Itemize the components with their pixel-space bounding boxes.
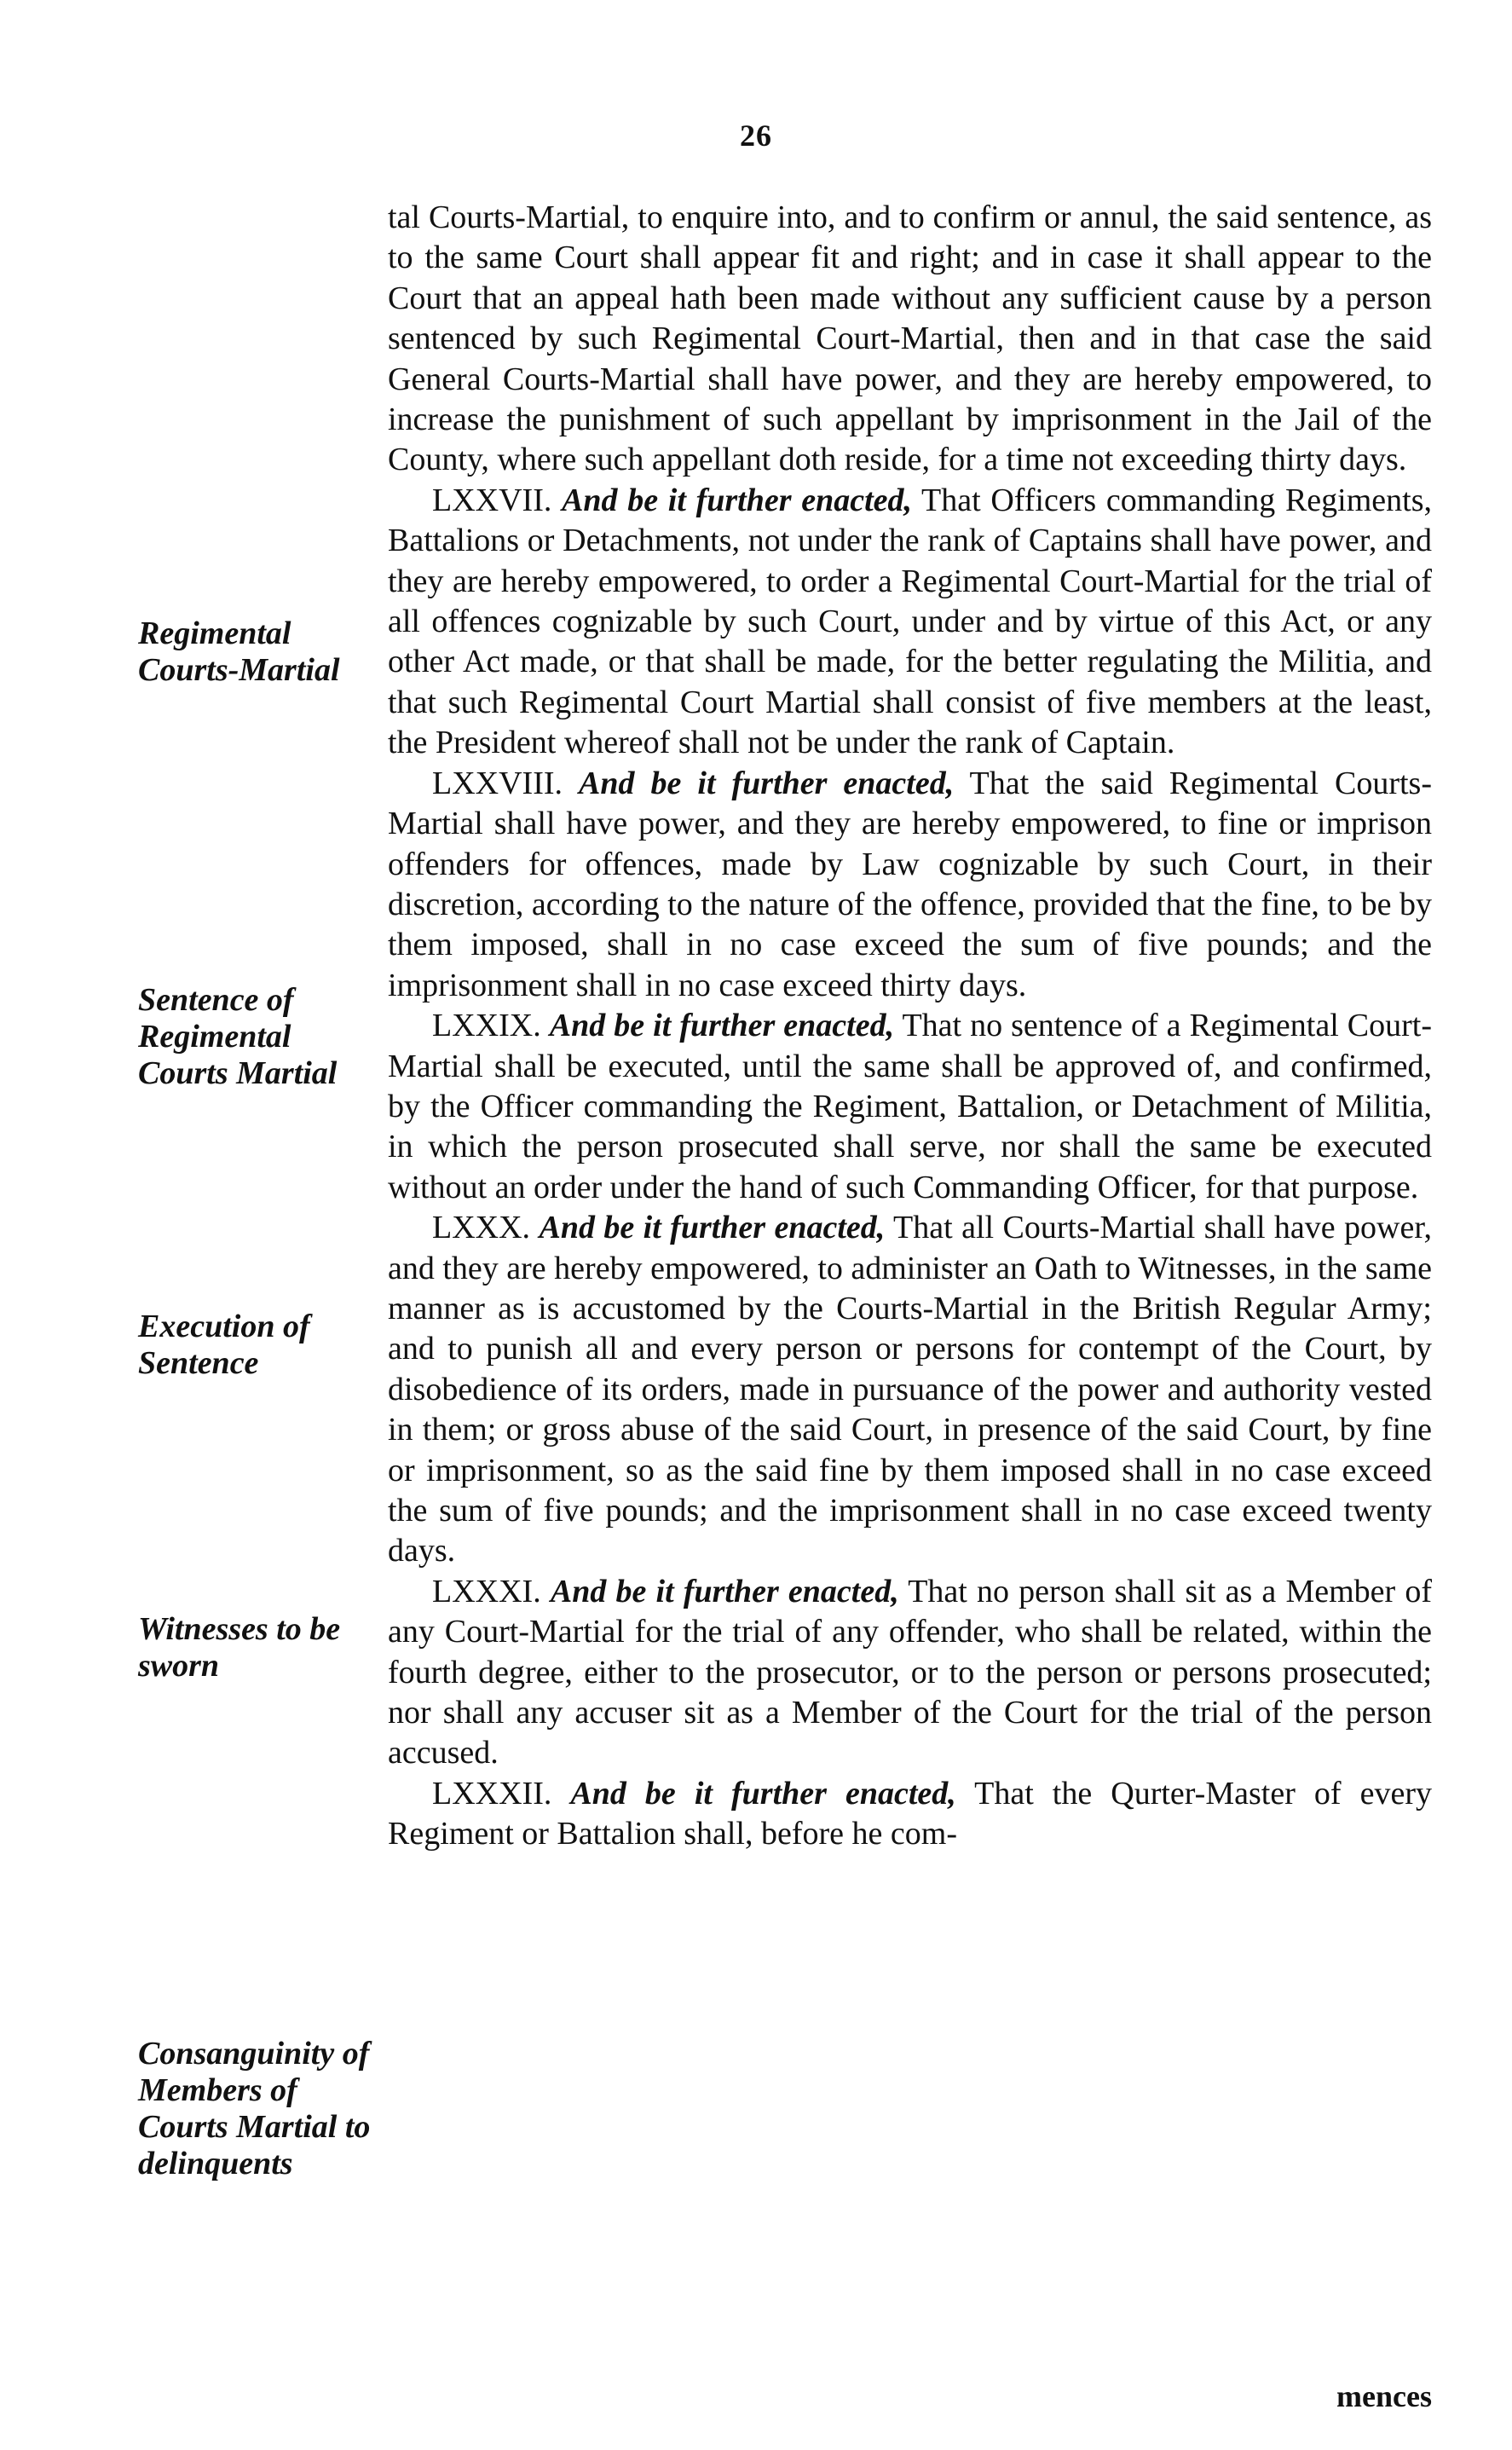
section-numeral: LXXVIII. [432, 765, 563, 801]
section-text: That no sentence of a Regimental Court-Martial shall be executed, until the same shall be approved of, and confirmed, by the Officer commanding the Regiment, Battalion, or Detachment of Militia, in which the person prosecuted shall serve, nor shall the same be executed without an order under the hand of such Commanding Officer, for that purpose. [388, 1008, 1433, 1205]
section-numeral: LXXIX. [432, 1008, 541, 1044]
section-numeral: LXXXII. [432, 1775, 552, 1811]
section-numeral: LXXX. [432, 1210, 531, 1246]
enacting-clause: And be it further enacted, [539, 1210, 886, 1246]
enacting-clause: And be it further enacted, [549, 1008, 895, 1044]
enacting-clause: And be it further enacted, [579, 765, 955, 801]
section-lxxxii [388, 1774, 1432, 1855]
sidenote-witnesses-to-be-sworn: Witnesses to be sworn [138, 1611, 341, 1684]
continuation-paragraph: tal Courts-Martial, to enquire into, and to confirm or annul, the said sentence, as to the same Court shall appear fit and right; and in case it shall appear to the Court that an appeal hath been made without any sufficient cause by a person sentenced by such Regimental Court-Martial, then and in that case the said General Courts-Martial shall have power, and they are hereby empowered, to increase the punishment of such appellant by imprisonment in the Jail of the County, where such appellant doth reside, for a time not exceeding thirty days. [388, 199, 1432, 478]
page-number: 26 [740, 118, 772, 153]
sidenote-regimental-courts-martial: Regimental Courts-Martial [138, 615, 340, 688]
section-numeral: LXXXI. [432, 1573, 541, 1609]
section-lxxix [388, 1006, 1432, 1208]
section-text: That all Courts-Martial shall have power, and they are hereby empowered, to administer an Oath to Witnesses, in the same manner as is accustomed by the Courts-Martial in the British Regular Army; and to punish all and every person or persons for contempt of the Court, by disobedience of its orders, made in pursuance of the power and authority vested in them; or gross abuse of the said Court, in presence of the said Court, by fine or imprisonment, so as the said fine by them imposed shall in no case exceed the sum of five pounds; and the imprisonment shall in no case exceed twenty days. [388, 1210, 1432, 1569]
section-lxxx [388, 1208, 1432, 1572]
enacting-clause: And be it further enacted, [570, 1775, 956, 1811]
section-lxxvii [388, 481, 1432, 764]
section-text: That the Qurter-Master of every Regiment or Battalion shall, before he com- [388, 1775, 1432, 1852]
section-text: That Officers commanding Regiments, Battalions or Detachments, not under the rank of Captains shall have power, and they are hereby empowered, to order a Regimental Court-Martial for the trial of all offences cognizable by such Court, under and by virtue of this Act, or any other Act made, or that shall be made, for the better regulating the Militia, and that such Regimental Court Martial shall consist of five members at the least, the President whereof shall not be under the rank of Captain. [388, 482, 1432, 761]
enacting-clause: And be it further enacted, [550, 1573, 899, 1609]
section-text: That no person shall sit as a Member of any Court-Martial for the trial of any offender, who shall be related, within the fourth degree, either to the prosecutor, or to the person or persons prosecuted; nor shall any accuser sit as a Member of the Court for the trial of the person accused. [388, 1573, 1432, 1771]
catchword: mences [1336, 2379, 1432, 2413]
section-lxxviii [388, 764, 1432, 1006]
body-text [388, 198, 1432, 1855]
sidenote-execution-of-sentence: Execution of Sentence [138, 1309, 310, 1381]
section-lxxxi [388, 1572, 1432, 1774]
enacting-clause: And be it further enacted, [562, 482, 913, 518]
sidenote-sentence-of-regimental-courts-martial: Sentence of Regimental Courts Martial [138, 982, 338, 1091]
sidenote-consanguinity-of-members: Consanguinity of Members of Courts Martial to delinquents [138, 2036, 371, 2181]
section-numeral: LXXVII. [432, 482, 552, 518]
section-text: That the said Regimental Courts-Martial shall have power, and they are hereby empowered, to fine or imprison offenders for offences, made by Law cognizable by such Court, in their discretion, according to the nature of the offence, provided that the fine, to be by them imposed, shall in no case exceed the sum of five pounds; and the imprisonment shall in no case exceed thirty days. [388, 765, 1432, 1003]
